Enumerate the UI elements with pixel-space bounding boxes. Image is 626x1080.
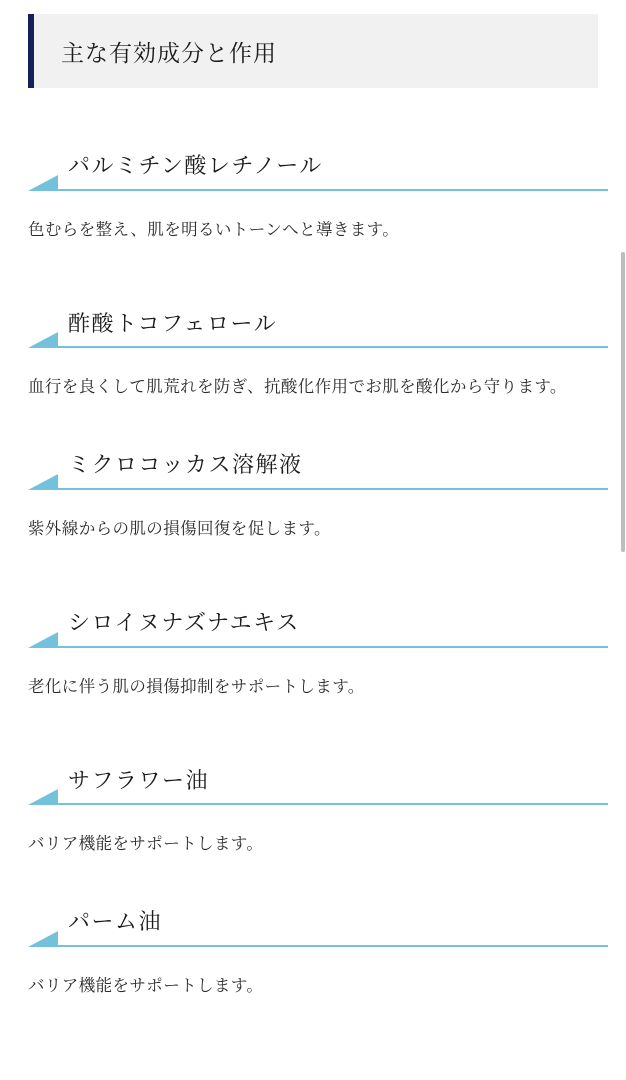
ingredient-heading [28, 609, 608, 643]
ingredient-description: 色むらを整え、肌を明るいトーンへと導きます。 [28, 220, 400, 239]
entry-spacer [0, 246, 626, 310]
ingredient-divider [28, 645, 608, 649]
ingredient-divider [28, 944, 608, 948]
ingredient-name: パルミチン酸レチノール [68, 153, 323, 178]
divider-line [56, 803, 608, 805]
entry-spacer [0, 860, 626, 908]
triangle-icon [28, 474, 58, 490]
entry-spacer [0, 703, 626, 767]
ingredient-heading [28, 908, 608, 942]
ingredient-entry [28, 451, 608, 545]
entry-spacer [0, 545, 626, 609]
ingredient-entry [28, 767, 608, 861]
ingredient-name: サフラワー油 [68, 767, 210, 793]
ingredient-heading [28, 451, 608, 485]
section-title: 主な有効成分と作用 [61, 40, 277, 66]
ingredient-entry [28, 152, 608, 246]
divider-line [56, 945, 608, 947]
ingredient-name: シロイヌナズナエキス [68, 610, 300, 636]
ingredient-entry [28, 908, 608, 1002]
ingredient-description: 紫外線からの肌の損傷回復を促します。 [28, 519, 331, 538]
ingredient-name: パーム油 [68, 909, 163, 935]
ingredient-divider [28, 188, 608, 192]
triangle-icon [28, 931, 58, 947]
header-bottom-spacer [0, 88, 626, 152]
scrollbar[interactable] [620, 0, 626, 1080]
divider-line [56, 346, 608, 348]
divider-line [56, 189, 608, 191]
triangle-icon [28, 175, 58, 191]
divider-line [56, 646, 608, 648]
triangle-icon [28, 332, 58, 348]
triangle-icon [28, 632, 58, 648]
top-spacer [0, 0, 626, 14]
ingredient-entry [28, 609, 608, 703]
ingredient-description: 血行を良くして肌荒れを防ぎ、抗酸化作用でお肌を酸化から守ります。 [28, 378, 567, 397]
ingredient-heading [28, 310, 608, 344]
ingredient-name: ミクロコッカス溶解液 [68, 452, 303, 478]
ingredient-description: バリア機能をサポートします。 [28, 976, 264, 995]
ingredient-description: 老化に伴う肌の損傷抑制をサポートします。 [28, 677, 365, 696]
ingredient-divider [28, 345, 608, 349]
section-header [28, 14, 598, 88]
ingredient-entry [28, 310, 608, 404]
entry-spacer [0, 403, 626, 451]
ingredient-name: 酢酸トコフェロール [68, 310, 278, 336]
ingredient-heading [28, 152, 608, 186]
divider-line [56, 488, 608, 490]
ingredient-heading [28, 767, 608, 801]
ingredient-divider [28, 487, 608, 491]
scrollbar-thumb[interactable] [621, 252, 625, 552]
ingredient-description: バリア機能をサポートします。 [28, 835, 264, 854]
triangle-icon [28, 789, 58, 805]
ingredient-divider [28, 802, 608, 806]
